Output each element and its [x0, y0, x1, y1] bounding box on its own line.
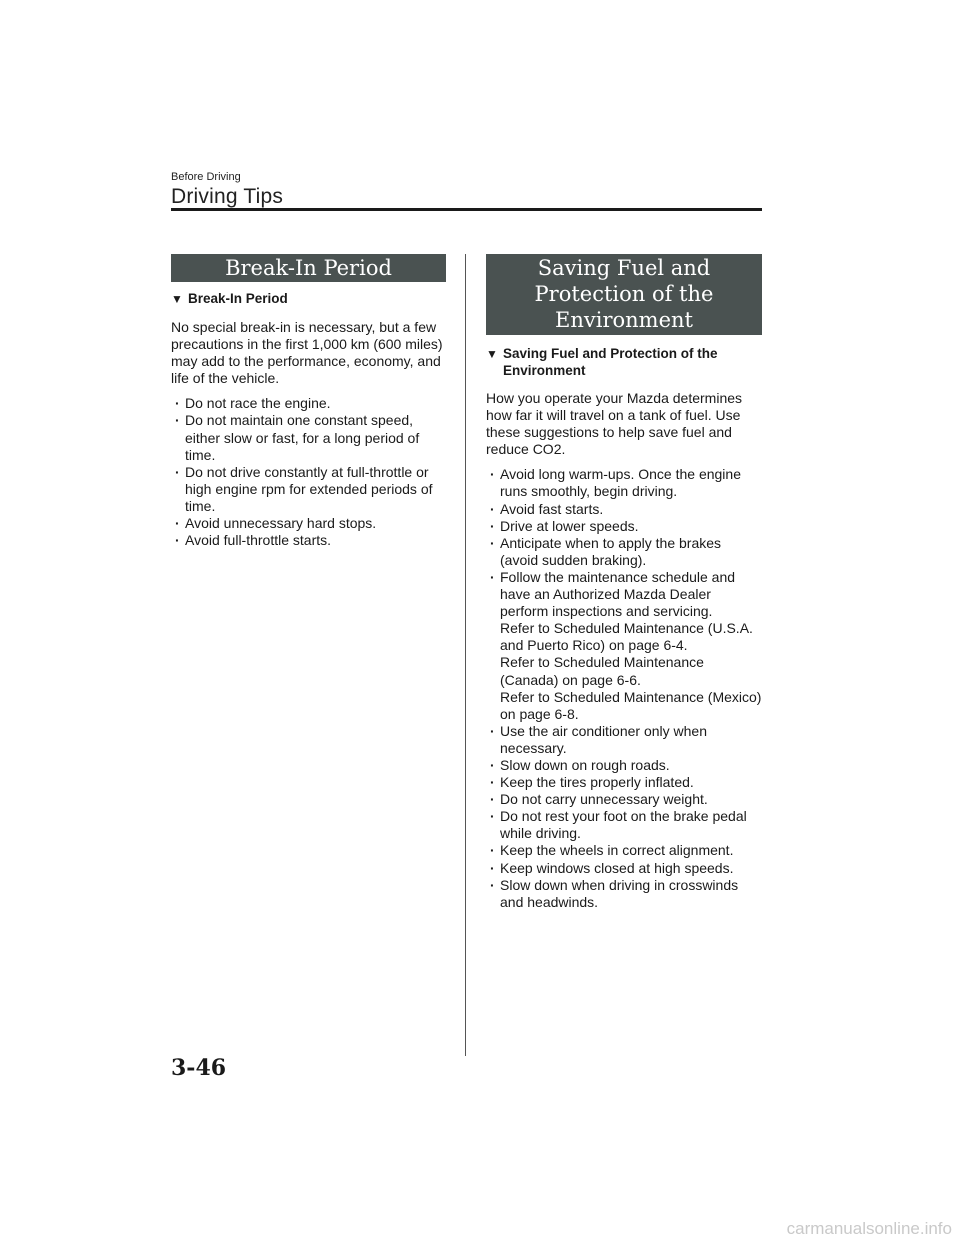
break-in-list	[171, 395, 446, 549]
page-number: 3-46	[171, 1055, 227, 1081]
banner-line: Environment	[555, 308, 693, 332]
list-item: · Do not carry unnecessary weight.	[486, 791, 762, 808]
saving-fuel-heading	[486, 345, 762, 379]
saving-fuel-banner	[486, 254, 762, 335]
break-in-intro: No special break-in is necessary, but a few precautions in the first 1,000 km (600 miles) may add to the performance, economy, and life of the vehicle.	[171, 319, 443, 387]
break-in-heading-text: Break-In Period	[188, 291, 288, 306]
watermark: carmanualsonline.info	[786, 1219, 952, 1238]
list-item: · Slow down when driving in crosswinds and headwinds.	[486, 877, 762, 911]
list-item: · Do not race the engine.	[171, 395, 446, 412]
list-item: · Drive at lower speeds.	[486, 518, 762, 535]
column-divider	[465, 254, 466, 1056]
list-item: · Keep windows closed at high speeds.	[486, 860, 762, 877]
list-item: · Use the air conditioner only when necessary.	[486, 723, 762, 757]
heading-line: Environment	[503, 363, 586, 378]
triangle-down-icon: ▼	[486, 347, 498, 361]
break-in-banner: Break-In Period	[171, 254, 446, 282]
list-item: · Avoid unnecessary hard stops.	[171, 515, 446, 532]
saving-fuel-intro: How you operate your Mazda determines how far it will travel on a tank of fuel. Use these suggestions to help save fuel and reduce CO2.	[486, 390, 743, 458]
chapter-title: Driving Tips	[171, 185, 284, 208]
saving-fuel-heading-text	[503, 345, 718, 379]
list-item: · Follow the maintenance schedule and have an Authorized Mazda Dealer perform inspections and servicing. Refer to Scheduled Maintenance (U.S.A. and Puerto Rico) on page 6-4. Refer to Scheduled Maintenance (Canada) on page 6-6. Refer to Scheduled Maintenance (Mexico) on page 6-8.	[486, 569, 762, 723]
list-item: · Avoid full-throttle starts.	[171, 532, 446, 549]
page-header	[171, 170, 762, 210]
list-item: · Keep the tires properly inflated.	[486, 774, 762, 791]
list-item: · Anticipate when to apply the brakes (avoid sudden braking).	[486, 535, 762, 569]
list-item: · Do not maintain one constant speed, either slow or fast, for a long period of time.	[171, 412, 446, 463]
list-item: · Do not drive constantly at full-throttle or high engine rpm for extended periods of time.	[171, 464, 446, 515]
triangle-down-icon: ▼	[171, 292, 183, 306]
list-item: · Keep the wheels in correct alignment.	[486, 842, 762, 859]
break-in-heading	[171, 290, 446, 308]
break-in-section	[171, 254, 446, 549]
header-rule	[171, 208, 762, 211]
banner-line: Protection of the	[534, 282, 714, 306]
saving-fuel-section	[486, 254, 762, 911]
section-label: Before Driving	[171, 171, 241, 183]
list-item: · Avoid long warm-ups. Once the engine runs smoothly, begin driving.	[486, 466, 762, 500]
saving-fuel-list	[486, 466, 762, 910]
list-item: · Slow down on rough roads.	[486, 757, 762, 774]
heading-line: Saving Fuel and Protection of the	[503, 346, 718, 361]
banner-line: Saving Fuel and	[537, 256, 711, 280]
list-item: · Avoid fast starts.	[486, 501, 762, 518]
list-item: · Do not rest your foot on the brake pedal while driving.	[486, 808, 762, 842]
